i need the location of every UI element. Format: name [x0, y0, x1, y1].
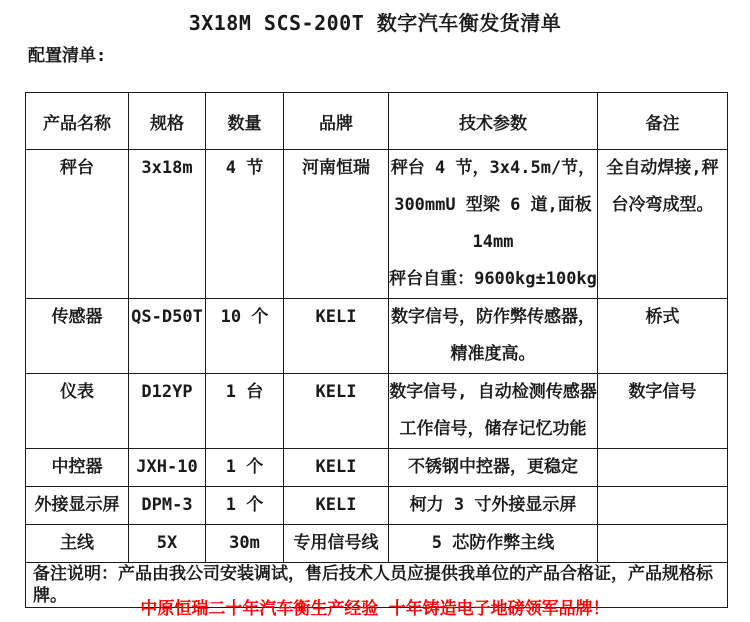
quantity-cell: 1 台: [206, 374, 284, 449]
spec-cell: QS-D50T: [129, 299, 206, 374]
product-name-cell: 秤台: [26, 150, 129, 299]
remarks-cell: [598, 449, 728, 487]
tech-params-cell: 柯力 3 寸外接显示屏: [389, 487, 598, 525]
brand-cell: 专用信号线: [284, 525, 389, 563]
product-name-cell: 仪表: [26, 374, 129, 449]
tech-params-cell: [389, 374, 598, 449]
product-name-cell: 主线: [26, 525, 129, 563]
table-row: [26, 299, 728, 374]
product-name-cell: 中控器: [26, 449, 129, 487]
brand-slogan: 中原恒瑞二十年汽车衡生产经验 十年铸造电子地磅领军品牌！: [140, 599, 610, 619]
shipping-list-table: [25, 92, 728, 608]
tech-param-line: 精准度高。: [450, 344, 536, 364]
product-name-cell: 传感器: [26, 299, 129, 374]
brand-cell: KELI: [284, 449, 389, 487]
quantity-cell: 1 个: [206, 487, 284, 525]
tech-param-line: 300mmU 型梁 6 道,面板 14mm: [394, 195, 592, 252]
spec-cell: DPM-3: [129, 487, 206, 525]
spec-cell: JXH-10: [129, 449, 206, 487]
spec-cell: 5X: [129, 525, 206, 563]
header-spec: 规格: [129, 93, 206, 150]
tech-param-line: 工作信号，储存记忆功能: [399, 419, 587, 439]
config-list-label: 配置清单:: [28, 46, 107, 66]
tech-param-line: 数字信号，防作弊传感器，: [391, 307, 595, 327]
tech-param-line: 秤台 4 节，3x4.5m/节，: [390, 158, 596, 178]
quantity-cell: 4 节: [206, 150, 284, 299]
brand-cell: KELI: [284, 374, 389, 449]
brand-cell: 河南恒瑞: [284, 150, 389, 299]
table-row: [26, 525, 728, 563]
table-header-row: [26, 93, 728, 150]
tech-param-line: 数字信号, 自动检测传感器: [389, 382, 597, 402]
page-title: 3X18M SCS-200T 数字汽车衡发货清单: [188, 11, 562, 35]
table-row: [26, 374, 728, 449]
header-quantity: 数量: [206, 93, 284, 150]
table-row: [26, 150, 728, 299]
remarks-cell: 数字信号: [598, 374, 728, 449]
quantity-cell: 30m: [206, 525, 284, 563]
product-name-cell: 外接显示屏: [26, 487, 129, 525]
tech-params-cell: 5 芯防作弊主线: [389, 525, 598, 563]
remarks-cell: [598, 525, 728, 563]
header-tech-params: 技术参数: [389, 93, 598, 150]
quantity-cell: 10 个: [206, 299, 284, 374]
tech-params-cell: [389, 299, 598, 374]
brand-cell: KELI: [284, 299, 389, 374]
tech-param-line: 秤台自重：9600kg±100kg: [389, 269, 597, 289]
header-remarks: 备注: [598, 93, 728, 150]
footnote-cell: 备注说明：产品由我公司安装调试，售后技术人员应提供我单位的产品合格证，产品规格标牌。: [26, 563, 728, 608]
brand-cell: KELI: [284, 487, 389, 525]
remarks-text: 全自动焊接,秤台冷弯成型。: [606, 158, 719, 215]
header-brand: 品牌: [284, 93, 389, 150]
table-row: [26, 449, 728, 487]
spec-cell: 3x18m: [129, 150, 206, 299]
remarks-cell: [598, 150, 728, 299]
header-product-name: 产品名称: [26, 93, 129, 150]
table-row: [26, 487, 728, 525]
tech-params-cell: 不锈钢中控器，更稳定: [389, 449, 598, 487]
quantity-cell: 1 个: [206, 449, 284, 487]
tech-params-cell: [389, 150, 598, 299]
remarks-cell: 桥式: [598, 299, 728, 374]
remarks-cell: [598, 487, 728, 525]
spec-cell: D12YP: [129, 374, 206, 449]
